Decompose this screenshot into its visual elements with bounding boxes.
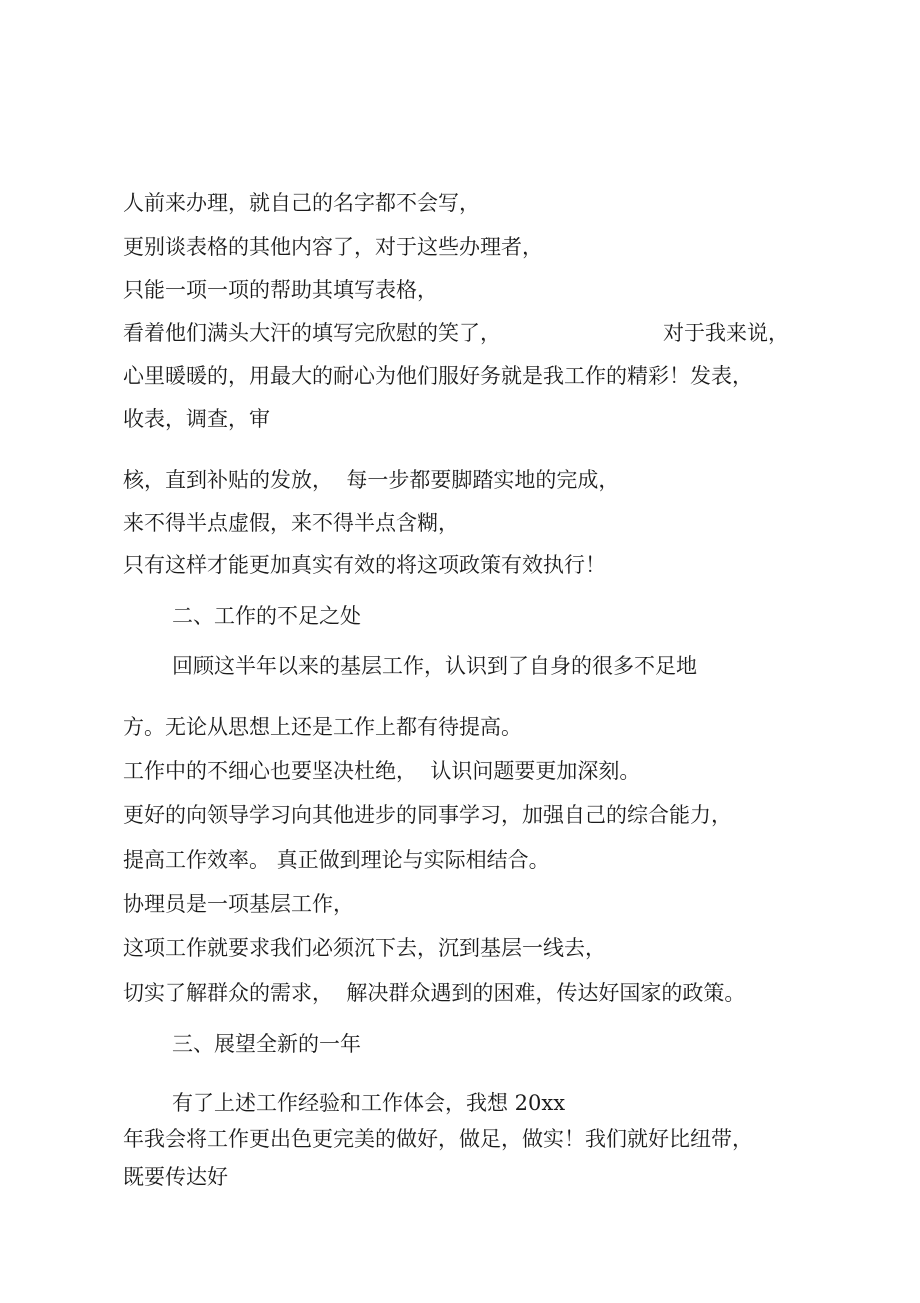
text-line: 人前来办理，就自己的名字都不会写，	[123, 191, 480, 215]
text-line: 核，直到补贴的发放， 每一步都要脚踏实地的完成，	[123, 468, 620, 492]
text-line: 工作中的不细心也要坚决杜绝， 认识问题要更加深刻。	[123, 759, 641, 783]
text-line: 有了上述工作经验和工作体会，我想 20xx	[172, 1091, 566, 1115]
text-line: 更别谈表格的其他内容了，对于这些办理者，	[123, 235, 543, 259]
text-line: 切实了解群众的需求， 解决群众遇到的困难，传达好国家的政策。	[123, 981, 746, 1005]
text-line: 提高工作效率。 真正做到理论与实际相结合。	[123, 848, 550, 872]
text-line: 来不得半点虚假，来不得半点含糊，	[123, 511, 459, 535]
text-line: 方。无论从思想上还是工作上都有待提高。	[123, 715, 522, 739]
text-line: 只能一项一项的帮助其填写表格，	[123, 278, 438, 302]
text-line: 对于我来说，	[663, 321, 789, 345]
text-line: 看着他们满头大汗的填写完欣慰的笑了，	[123, 321, 501, 345]
text-line: 年我会将工作更出色更完美的做好，做足，做实！我们就好比纽带，	[123, 1127, 753, 1151]
section-heading: 二、工作的不足之处	[172, 604, 361, 628]
text-line: 只有这样才能更加真实有效的将这项政策有效执行！	[123, 553, 606, 577]
text-line: 协理员是一项基层工作，	[123, 892, 354, 916]
text-line: 心里暖暖的，用最大的耐心为他们服好务就是我工作的精彩！发表，	[123, 364, 753, 388]
text-line: 这项工作就要求我们必须沉下去，沉到基层一线去，	[123, 936, 606, 960]
text-line: 收表，调查，审	[123, 407, 270, 431]
text-line: 回顾这半年以来的基层工作，认识到了自身的很多不足地	[172, 654, 697, 678]
text-line: 既要传达好	[123, 1165, 228, 1189]
section-heading: 三、展望全新的一年	[172, 1032, 361, 1056]
text-line: 更好的向领导学习向其他进步的同事学习，加强自己的综合能力，	[123, 803, 732, 827]
